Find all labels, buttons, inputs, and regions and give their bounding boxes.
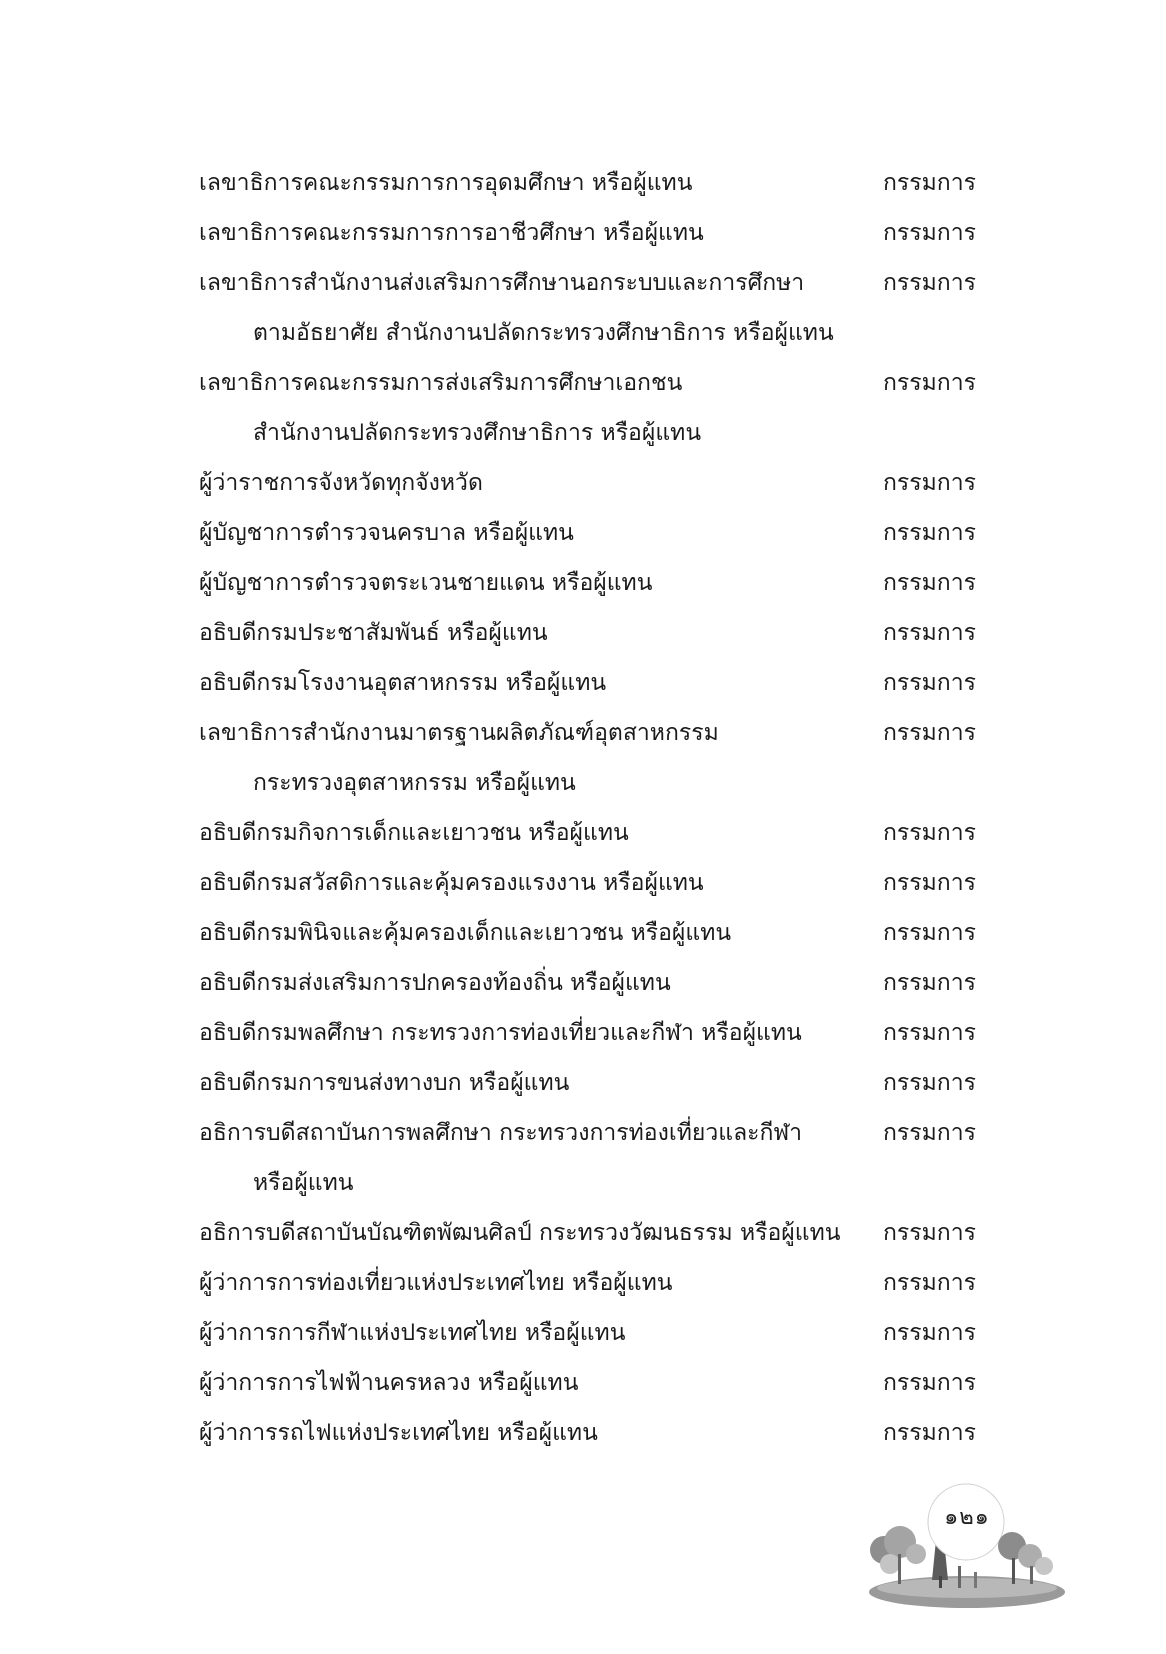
member-role: กรรมการ bbox=[883, 1420, 976, 1446]
list-item bbox=[199, 558, 989, 608]
member-title-continuation: กระทรวงอุตสาหกรรม หรือผู้แทน bbox=[253, 770, 576, 796]
list-item bbox=[199, 1308, 989, 1358]
list-item bbox=[199, 608, 989, 658]
list-item bbox=[199, 508, 989, 558]
member-title: อธิบดีกรมพลศึกษา กระทรวงการท่องเที่ยวและกีฬา หรือผู้แทน bbox=[199, 1020, 802, 1046]
member-title: เลขาธิการคณะกรรมการการอาชีวศึกษา หรือผู้แทน bbox=[199, 220, 704, 246]
page-number: ๑๒๑ bbox=[944, 1505, 990, 1530]
member-role: กรรมการ bbox=[883, 920, 976, 946]
member-title: อธิบดีกรมพินิจและคุ้มครองเด็กและเยาวชน หรือผู้แทน bbox=[199, 920, 732, 946]
list-item bbox=[199, 158, 989, 208]
member-role: กรรมการ bbox=[883, 1320, 976, 1346]
member-role: กรรมการ bbox=[883, 270, 976, 296]
member-title: อธิการบดีสถาบันการพลศึกษา กระทรวงการท่องเที่ยวและกีฬา bbox=[199, 1120, 803, 1146]
member-title: อธิบดีกรมกิจการเด็กและเยาวชน หรือผู้แทน bbox=[199, 820, 629, 846]
member-role: กรรมการ bbox=[883, 370, 976, 396]
member-title: อธิบดีกรมโรงงานอุตสาหกรรม หรือผู้แทน bbox=[199, 670, 607, 696]
list-item bbox=[199, 1108, 989, 1208]
list-item bbox=[199, 708, 989, 808]
member-role: กรรมการ bbox=[883, 720, 976, 746]
member-role: กรรมการ bbox=[883, 1070, 976, 1096]
member-role: กรรมการ bbox=[883, 1220, 976, 1246]
member-title: อธิบดีกรมประชาสัมพันธ์ หรือผู้แทน bbox=[199, 620, 548, 646]
member-role: กรรมการ bbox=[883, 970, 976, 996]
member-role: กรรมการ bbox=[883, 670, 976, 696]
member-title: เลขาธิการสำนักงานส่งเสริมการศึกษานอกระบบและการศึกษา bbox=[199, 270, 805, 296]
member-title: เลขาธิการคณะกรรมการการอุดมศึกษา หรือผู้แทน bbox=[199, 170, 693, 196]
member-title: อธิบดีกรมส่งเสริมการปกครองท้องถิ่น หรือผู้แทน bbox=[199, 970, 671, 996]
member-title: ผู้ว่าการการกีฬาแห่งประเทศไทย หรือผู้แทน bbox=[199, 1320, 626, 1346]
list-item bbox=[199, 258, 989, 358]
member-title: ผู้บัญชาการตำรวจนครบาล หรือผู้แทน bbox=[199, 520, 574, 546]
list-item bbox=[199, 858, 989, 908]
member-role: กรรมการ bbox=[883, 1370, 976, 1396]
member-role: กรรมการ bbox=[883, 1120, 976, 1146]
member-role: กรรมการ bbox=[883, 870, 976, 896]
member-role: กรรมการ bbox=[883, 520, 976, 546]
list-item bbox=[199, 1008, 989, 1058]
member-title: เลขาธิการสำนักงานมาตรฐานผลิตภัณฑ์อุตสาหกรรม bbox=[199, 720, 719, 746]
member-role: กรรมการ bbox=[883, 470, 976, 496]
member-role: กรรมการ bbox=[883, 820, 976, 846]
list-item bbox=[199, 1058, 989, 1108]
member-role: กรรมการ bbox=[883, 1270, 976, 1296]
member-title: ผู้ว่าการรถไฟแห่งประเทศไทย หรือผู้แทน bbox=[199, 1420, 598, 1446]
list-item bbox=[199, 1208, 989, 1258]
member-title: อธิการบดีสถาบันบัณฑิตพัฒนศิลป์ กระทรวงวัฒนธรรม หรือผู้แทน bbox=[199, 1220, 841, 1246]
member-role: กรรมการ bbox=[883, 220, 976, 246]
member-title: ผู้ว่าการการท่องเที่ยวแห่งประเทศไทย หรือผู้แทน bbox=[199, 1270, 673, 1296]
member-title: อธิบดีกรมสวัสดิการและคุ้มครองแรงงาน หรือผู้แทน bbox=[199, 870, 704, 896]
member-title: เลขาธิการคณะกรรมการส่งเสริมการศึกษาเอกชน bbox=[199, 370, 683, 396]
member-title: ผู้ว่าราชการจังหวัดทุกจังหวัด bbox=[199, 470, 483, 496]
member-title-continuation: หรือผู้แทน bbox=[253, 1170, 354, 1196]
list-item bbox=[199, 1408, 989, 1458]
member-title: ผู้ว่าการการไฟฟ้านครหลวง หรือผู้แทน bbox=[199, 1370, 579, 1396]
list-item bbox=[199, 958, 989, 1008]
member-title-continuation: สำนักงานปลัดกระทรวงศึกษาธิการ หรือผู้แทน bbox=[253, 420, 702, 446]
member-role: กรรมการ bbox=[883, 570, 976, 596]
member-title: อธิบดีกรมการขนส่งทางบก หรือผู้แทน bbox=[199, 1070, 570, 1096]
list-item bbox=[199, 658, 989, 708]
list-item bbox=[199, 1358, 989, 1408]
member-role: กรรมการ bbox=[883, 170, 976, 196]
list-item bbox=[199, 908, 989, 958]
member-role: กรรมการ bbox=[883, 620, 976, 646]
list-item bbox=[199, 208, 989, 258]
member-title: ผู้บัญชาการตำรวจตระเวนชายแดน หรือผู้แทน bbox=[199, 570, 653, 596]
member-role: กรรมการ bbox=[883, 1020, 976, 1046]
committee-member-list bbox=[199, 158, 989, 1458]
list-item bbox=[199, 808, 989, 858]
list-item bbox=[199, 358, 989, 458]
list-item bbox=[199, 458, 989, 508]
tree-landscape-icon bbox=[862, 1480, 1072, 1610]
list-item bbox=[199, 1258, 989, 1308]
member-title-continuation: ตามอัธยาศัย สำนักงานปลัดกระทรวงศึกษาธิการ หรือผู้แทน bbox=[253, 320, 834, 346]
